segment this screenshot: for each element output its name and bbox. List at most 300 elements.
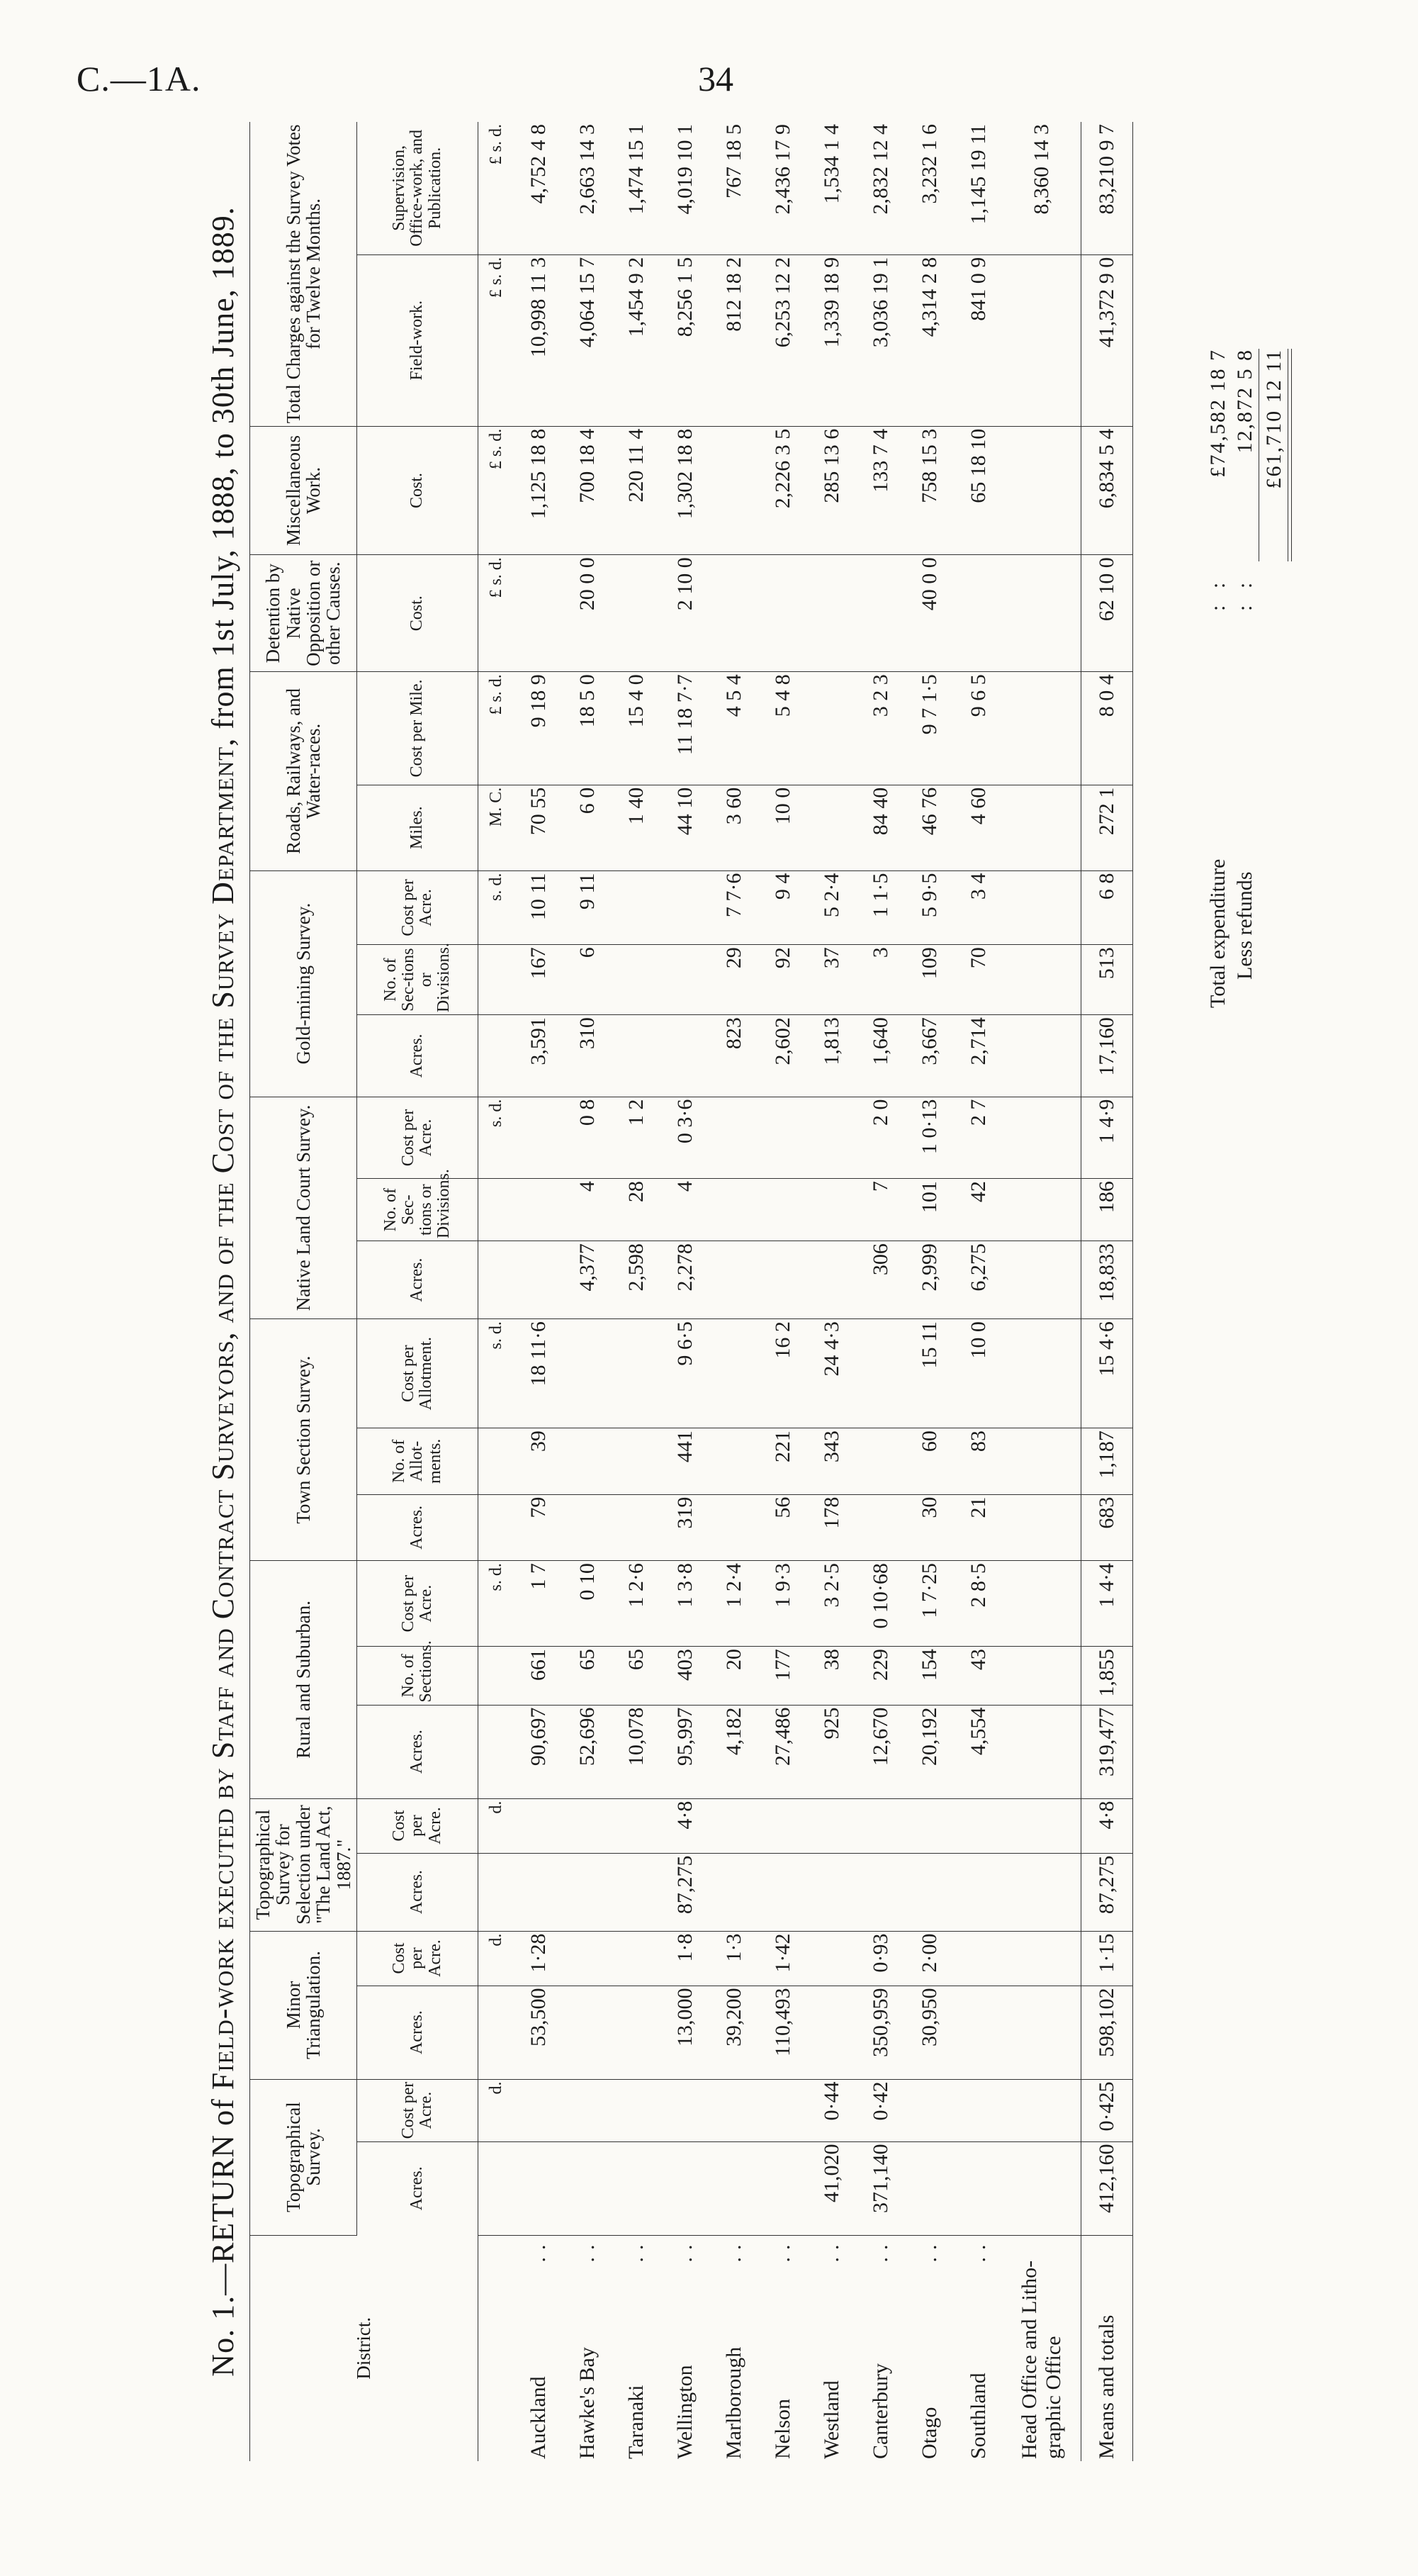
table-cell: 758 15 3	[905, 426, 954, 554]
table-cell	[612, 2079, 660, 2141]
table-cell	[563, 1319, 612, 1428]
totals-cell: 1 4·4	[1081, 1561, 1133, 1647]
table-cell: 2,226 3 5	[758, 426, 807, 554]
leader-dots: ..	[917, 2237, 941, 2263]
leader-dots: ..	[575, 2237, 599, 2263]
table-cell	[758, 2141, 807, 2235]
leader-dots: ..	[819, 2237, 843, 2263]
table-cell: 2,999	[905, 1241, 954, 1319]
table-row	[954, 122, 1003, 2461]
table-cell	[807, 1853, 856, 1931]
totals-cell: 319,477	[1081, 1705, 1133, 1798]
table-cell	[563, 2141, 612, 2235]
sub-header: Miles.	[357, 785, 478, 870]
sub-header: No. of Sec-tions or Divisions.	[357, 1179, 478, 1241]
net-row	[1261, 157, 1288, 1008]
table-cell: 2·00	[905, 1931, 954, 1986]
survey-return-table	[249, 122, 1133, 2461]
table-cell: 925	[807, 1705, 856, 1798]
table-cell: 700 18 4	[563, 426, 612, 554]
table-cell	[1003, 945, 1081, 1015]
unit-cell	[478, 1179, 514, 1241]
table-cell	[807, 1931, 856, 1986]
table-cell: 95,997	[660, 1705, 709, 1798]
table-cell: 0·93	[856, 1931, 905, 1986]
table-cell: 2,714	[954, 1015, 1003, 1097]
table-cell	[612, 1798, 660, 1853]
table-cell	[856, 1798, 905, 1853]
table-cell: 3,036 19 1	[856, 254, 905, 426]
table-cell: 1,145 19 11	[954, 122, 1003, 254]
table-cell	[954, 1798, 1003, 1853]
table-cell: 133 7 4	[856, 426, 905, 554]
header-sub-row	[357, 122, 478, 2461]
group-rural-suburban: Rural and Suburban.	[250, 1561, 357, 1798]
table-cell	[514, 1853, 563, 1931]
totals-row	[1081, 122, 1133, 2461]
table-cell	[709, 2141, 758, 2235]
table-cell: 60	[905, 1428, 954, 1494]
district-cell	[612, 2235, 660, 2461]
table-cell	[1003, 1561, 1081, 1647]
table-cell	[1003, 1931, 1081, 1986]
table-cell: 1,302 18 8	[660, 426, 709, 554]
totals-cell: 83,210 9 7	[1081, 122, 1133, 254]
table-cell: 4,377	[563, 1241, 612, 1319]
table-cell: 70	[954, 945, 1003, 1015]
table-cell: 8,360 14 3	[1003, 122, 1081, 254]
totals-cell: 17,160	[1081, 1015, 1133, 1097]
table-cell	[660, 2141, 709, 2235]
table-row	[612, 122, 660, 2461]
table-cell: 2,602	[758, 1015, 807, 1097]
table-cell: 0 8	[563, 1097, 612, 1179]
totals-cell: 683	[1081, 1494, 1133, 1560]
unit-cell	[478, 945, 514, 1015]
table-cell	[1003, 1853, 1081, 1931]
table-cell	[1003, 1647, 1081, 1705]
sub-header: No. of Allot-ments.	[357, 1428, 478, 1494]
table-cell: 1 2·6	[612, 1561, 660, 1647]
district-name: Marlborough	[721, 2346, 745, 2459]
table-cell: 2,278	[660, 1241, 709, 1319]
totals-cell: 272 1	[1081, 785, 1133, 870]
table-cell	[660, 945, 709, 1015]
table-cell: 4,182	[709, 1705, 758, 1798]
table-cell: 20 0 0	[563, 555, 612, 672]
leader-dots: ..	[526, 2237, 550, 2263]
table-cell: 9 4	[758, 870, 807, 945]
table-cell: 7 7·6	[709, 870, 758, 945]
table-row	[1003, 122, 1081, 2461]
table-cell	[563, 1494, 612, 1560]
table-cell: 1·42	[758, 1931, 807, 1986]
table-cell	[1003, 1705, 1081, 1798]
sub-header: Cost.	[357, 426, 478, 554]
table-cell: 4·8	[660, 1798, 709, 1853]
rotated-return-table	[198, 122, 1403, 2461]
table-cell: 1,339 18 9	[807, 254, 856, 426]
sub-header: Acres.	[357, 2141, 478, 2235]
group-detention: Detention by Native Opposition or other Causes.	[250, 555, 357, 672]
table-cell: 92	[758, 945, 807, 1015]
table-cell	[856, 1853, 905, 1931]
district-cell	[709, 2235, 758, 2461]
table-cell: 9 6 5	[954, 672, 1003, 785]
table-cell: 3 2 3	[856, 672, 905, 785]
table-cell: 167	[514, 945, 563, 1015]
table-cell: 8,256 1 5	[660, 254, 709, 426]
table-cell: 2,832 12 4	[856, 122, 905, 254]
table-cell	[612, 555, 660, 672]
unit-cell: d.	[478, 2079, 514, 2141]
table-cell: 343	[807, 1428, 856, 1494]
district-name: Southland	[966, 2373, 990, 2459]
total-expenditure-amount: £74,582 18 7	[1206, 349, 1230, 478]
district-cell	[905, 2235, 954, 2461]
totals-cell: 6,834 5 4	[1081, 426, 1133, 554]
unit-cell	[478, 1015, 514, 1097]
table-cell: 1 2·4	[709, 1561, 758, 1647]
table-cell: 1,640	[856, 1015, 905, 1097]
unit-cell	[478, 1647, 514, 1705]
table-cell	[807, 785, 856, 870]
table-cell: 30	[905, 1494, 954, 1560]
table-cell: 16 2	[758, 1319, 807, 1428]
table-cell: 5 2·4	[807, 870, 856, 945]
table-cell: 46 76	[905, 785, 954, 870]
leader-dots: : :	[1206, 576, 1230, 611]
totals-cell: 41,372 9 0	[1081, 254, 1133, 426]
sub-header: Cost.	[357, 555, 478, 672]
table-cell	[709, 555, 758, 672]
table-cell	[612, 2141, 660, 2235]
table-cell	[856, 1319, 905, 1428]
table-cell: 1,474 15 1	[612, 122, 660, 254]
table-cell: 109	[905, 945, 954, 1015]
table-cell: 83	[954, 1428, 1003, 1494]
unit-cell	[478, 1986, 514, 2079]
table-cell: 3,232 1 6	[905, 122, 954, 254]
sub-header: Cost per Acre.	[357, 870, 478, 945]
table-cell: 1,454 9 2	[612, 254, 660, 426]
table-cell	[1003, 2141, 1081, 2235]
sub-header: Acres.	[357, 1015, 478, 1097]
table-cell	[954, 2079, 1003, 2141]
table-cell	[660, 1015, 709, 1097]
district-name: Otago	[917, 2407, 941, 2459]
table-cell	[709, 1494, 758, 1560]
table-cell	[1003, 555, 1081, 672]
group-gold-mining: Gold-mining Survey.	[250, 870, 357, 1097]
table-cell: 10,078	[612, 1705, 660, 1798]
table-cell: 0 10·68	[856, 1561, 905, 1647]
table-cell: 4,064 15 7	[563, 254, 612, 426]
table-cell: 27,486	[758, 1705, 807, 1798]
table-cell: 2 7	[954, 1097, 1003, 1179]
table-cell: 41,020	[807, 2141, 856, 2235]
unit-cell: £ s. d.	[478, 122, 514, 254]
district-name: Auckland	[526, 2376, 550, 2459]
sub-header: Acres.	[357, 1494, 478, 1560]
table-cell: 1 0·13	[905, 1097, 954, 1179]
table-cell	[954, 1853, 1003, 1931]
table-cell: 30,950	[905, 1986, 954, 2079]
table-cell	[709, 1241, 758, 1319]
table-cell: 1,534 1 4	[807, 122, 856, 254]
table-cell: 1 40	[612, 785, 660, 870]
table-cell	[1003, 254, 1081, 426]
table-cell	[807, 555, 856, 672]
table-cell: 10 11	[514, 870, 563, 945]
sub-header: Acres.	[357, 1241, 478, 1319]
table-cell	[709, 1179, 758, 1241]
table-row	[709, 122, 758, 2461]
table-cell: 661	[514, 1647, 563, 1705]
table-cell: 6,253 12 2	[758, 254, 807, 426]
table-cell: 3 4	[954, 870, 1003, 945]
totals-cell: 87,275	[1081, 1853, 1133, 1931]
unit-cell: M. C.	[478, 785, 514, 870]
table-cell: 42	[954, 1179, 1003, 1241]
totals-cell: 412,160	[1081, 2141, 1133, 2235]
table-cell	[905, 1798, 954, 1853]
table-cell: 6 0	[563, 785, 612, 870]
table-cell: 56	[758, 1494, 807, 1560]
table-cell	[758, 555, 807, 672]
table-cell: 4,554	[954, 1705, 1003, 1798]
unit-cell: d.	[478, 1798, 514, 1853]
table-cell	[709, 2079, 758, 2141]
table-cell	[954, 555, 1003, 672]
table-cell: 87,275	[660, 1853, 709, 1931]
table-cell: 0·44	[807, 2079, 856, 2141]
table-cell	[514, 1798, 563, 1853]
table-cell	[563, 1798, 612, 1853]
table-cell: 84 40	[856, 785, 905, 870]
table-cell: 7	[856, 1179, 905, 1241]
document-reference: C.—1A.	[77, 59, 201, 99]
table-cell: 2,598	[612, 1241, 660, 1319]
table-row	[905, 122, 954, 2461]
unit-cell: £ s. d.	[478, 672, 514, 785]
district-header: District.	[250, 2235, 478, 2461]
unit-cell	[478, 1705, 514, 1798]
sub-header: Cost per Acre.	[357, 1561, 478, 1647]
district-cell	[954, 2235, 1003, 2461]
table-cell: 65 18 10	[954, 426, 1003, 554]
table-cell: 178	[807, 1494, 856, 1560]
table-cell	[856, 1428, 905, 1494]
sub-header: Acres.	[357, 1853, 478, 1931]
table-cell	[709, 1097, 758, 1179]
table-cell: 4,019 10 1	[660, 122, 709, 254]
unit-cell	[478, 2141, 514, 2235]
table-cell: 18 11·6	[514, 1319, 563, 1428]
district-name: Nelson	[770, 2399, 794, 2459]
district-cell	[514, 2235, 563, 2461]
sub-header: Field-work.	[357, 254, 478, 426]
unit-cell: £ s. d.	[478, 426, 514, 554]
table-cell: 1,125 18 8	[514, 426, 563, 554]
table-row	[807, 122, 856, 2461]
total-expenditure-label: Total expenditure	[1206, 858, 1230, 1008]
totals-cell: 15 4·6	[1081, 1319, 1133, 1428]
district-cell	[660, 2235, 709, 2461]
table-cell: 43	[954, 1647, 1003, 1705]
net-expenditure-amount: £61,710 12 11	[1262, 349, 1285, 489]
table-cell: 20,192	[905, 1705, 954, 1798]
leader-dots: : :	[1233, 576, 1256, 611]
table-cell: 12,670	[856, 1705, 905, 1798]
group-topographical-land-act: Topographical Survey for Selection under "The Land Act, 1887."	[250, 1798, 357, 1931]
title-main: Field-work executed by Staff and Contract Surveyors, and of the Cost of the Survey Department	[206, 746, 240, 2090]
totals-cell: 1·15	[1081, 1931, 1133, 1986]
units-row	[478, 122, 514, 2461]
table-cell	[1003, 672, 1081, 785]
header-group-row	[250, 122, 357, 2461]
table-cell	[563, 1986, 612, 2079]
table-cell: 13,000	[660, 1986, 709, 2079]
table-cell	[905, 1853, 954, 1931]
district-name: Westland	[819, 2380, 843, 2459]
table-cell: 4 5 4	[709, 672, 758, 785]
table-cell: 823	[709, 1015, 758, 1097]
table-cell	[612, 1986, 660, 2079]
leader-dots: ..	[770, 2237, 794, 2263]
table-cell: 10 0	[954, 1319, 1003, 1428]
table-cell	[954, 1931, 1003, 1986]
table-cell: 9 7 1·5	[905, 672, 954, 785]
table-cell: 3,667	[905, 1015, 954, 1097]
unit-cell	[478, 1494, 514, 1560]
sub-header: Cost per Acre.	[357, 1931, 478, 1986]
table-cell	[1003, 1179, 1081, 1241]
table-cell	[807, 1798, 856, 1853]
table-cell	[758, 2079, 807, 2141]
table-cell: 5 9·5	[905, 870, 954, 945]
table-cell: 10,998 11 3	[514, 254, 563, 426]
table-cell: 9 6·5	[660, 1319, 709, 1428]
table-cell: 39	[514, 1428, 563, 1494]
table-cell: 350,959	[856, 1986, 905, 2079]
leader-dots: ..	[868, 2237, 892, 2263]
table-cell	[612, 870, 660, 945]
table-cell: 403	[660, 1647, 709, 1705]
sub-header: Acres.	[357, 1705, 478, 1798]
table-cell: 0 3·6	[660, 1097, 709, 1179]
table-cell	[709, 1319, 758, 1428]
table-cell	[660, 2079, 709, 2141]
table-cell: 21	[954, 1494, 1003, 1560]
table-cell: 110,493	[758, 1986, 807, 2079]
table-cell	[612, 945, 660, 1015]
table-cell	[905, 2079, 954, 2141]
leader-dots: ..	[624, 2237, 648, 2263]
totals-cell: 8 0 4	[1081, 672, 1133, 785]
sub-header: No. of Sections.	[357, 1647, 478, 1705]
table-cell: 4	[660, 1179, 709, 1241]
sub-header: Cost per Acre.	[357, 1097, 478, 1179]
totals-cell: 513	[1081, 945, 1133, 1015]
table-cell	[514, 1179, 563, 1241]
table-cell: 4	[563, 1179, 612, 1241]
table-cell	[1003, 1986, 1081, 2079]
leader-dots: ..	[721, 2237, 745, 2263]
table-cell: 4 60	[954, 785, 1003, 870]
table-cell	[1003, 1319, 1081, 1428]
totals-cell: 18,833	[1081, 1241, 1133, 1319]
table-cell	[514, 1097, 563, 1179]
table-cell	[1003, 1798, 1081, 1853]
sub-header: No. of Sec-tions or Divisions.	[357, 945, 478, 1015]
table-cell: 841 0 9	[954, 254, 1003, 426]
table-cell: 15 4 0	[612, 672, 660, 785]
table-row	[563, 122, 612, 2461]
totals-cell: 1,187	[1081, 1428, 1133, 1494]
sub-header: Cost per Mile.	[357, 672, 478, 785]
table-cell: 285 13 6	[807, 426, 856, 554]
table-cell	[612, 1015, 660, 1097]
table-cell: 2 10 0	[660, 555, 709, 672]
table-cell	[1003, 1015, 1081, 1097]
unit-cell	[478, 1853, 514, 1931]
table-cell: 1·28	[514, 1931, 563, 1986]
group-native-land-court: Native Land Court Survey.	[250, 1097, 357, 1318]
summary-double-rule	[1288, 349, 1292, 561]
table-cell: 44 10	[660, 785, 709, 870]
table-cell: 1 9·3	[758, 1561, 807, 1647]
table-cell: 24 4·3	[807, 1319, 856, 1428]
unit-cell	[478, 1241, 514, 1319]
table-cell	[758, 1241, 807, 1319]
table-cell	[758, 1179, 807, 1241]
sub-header: Cost per Acre.	[357, 2079, 478, 2141]
table-cell: 53,500	[514, 1986, 563, 2079]
table-cell: 5 4 8	[758, 672, 807, 785]
table-cell: 18 5 0	[563, 672, 612, 785]
district-cell	[1003, 2235, 1081, 2461]
table-cell	[709, 1798, 758, 1853]
totals-label: Means and totals	[1081, 2235, 1133, 2461]
table-cell: 1·3	[709, 1931, 758, 1986]
totals-cell: 598,102	[1081, 1986, 1133, 2079]
totals-cell: 1,855	[1081, 1647, 1133, 1705]
table-cell: 1 2	[612, 1097, 660, 1179]
total-expenditure-row	[1205, 157, 1232, 1008]
table-cell	[954, 1986, 1003, 2079]
table-cell: 9 18 9	[514, 672, 563, 785]
expenditure-summary	[1205, 157, 1292, 1008]
unit-cell: s. d.	[478, 870, 514, 945]
sub-header: Cost per Allotment.	[357, 1319, 478, 1428]
table-cell	[807, 1097, 856, 1179]
table-cell	[660, 870, 709, 945]
table-cell: 70 55	[514, 785, 563, 870]
table-cell: 39,200	[709, 1986, 758, 2079]
table-row	[856, 122, 905, 2461]
table-cell	[514, 2141, 563, 2235]
title-dates: , from 1st July, 1888, to 30th June, 1889.	[206, 206, 240, 746]
table-cell	[563, 1931, 612, 1986]
totals-cell: 6 8	[1081, 870, 1133, 945]
table-cell	[807, 1179, 856, 1241]
district-name: Wellington	[673, 2365, 697, 2459]
table-cell	[1003, 1097, 1081, 1179]
table-cell: 2 0	[856, 1097, 905, 1179]
table-cell	[612, 1428, 660, 1494]
table-cell: 15 11	[905, 1319, 954, 1428]
